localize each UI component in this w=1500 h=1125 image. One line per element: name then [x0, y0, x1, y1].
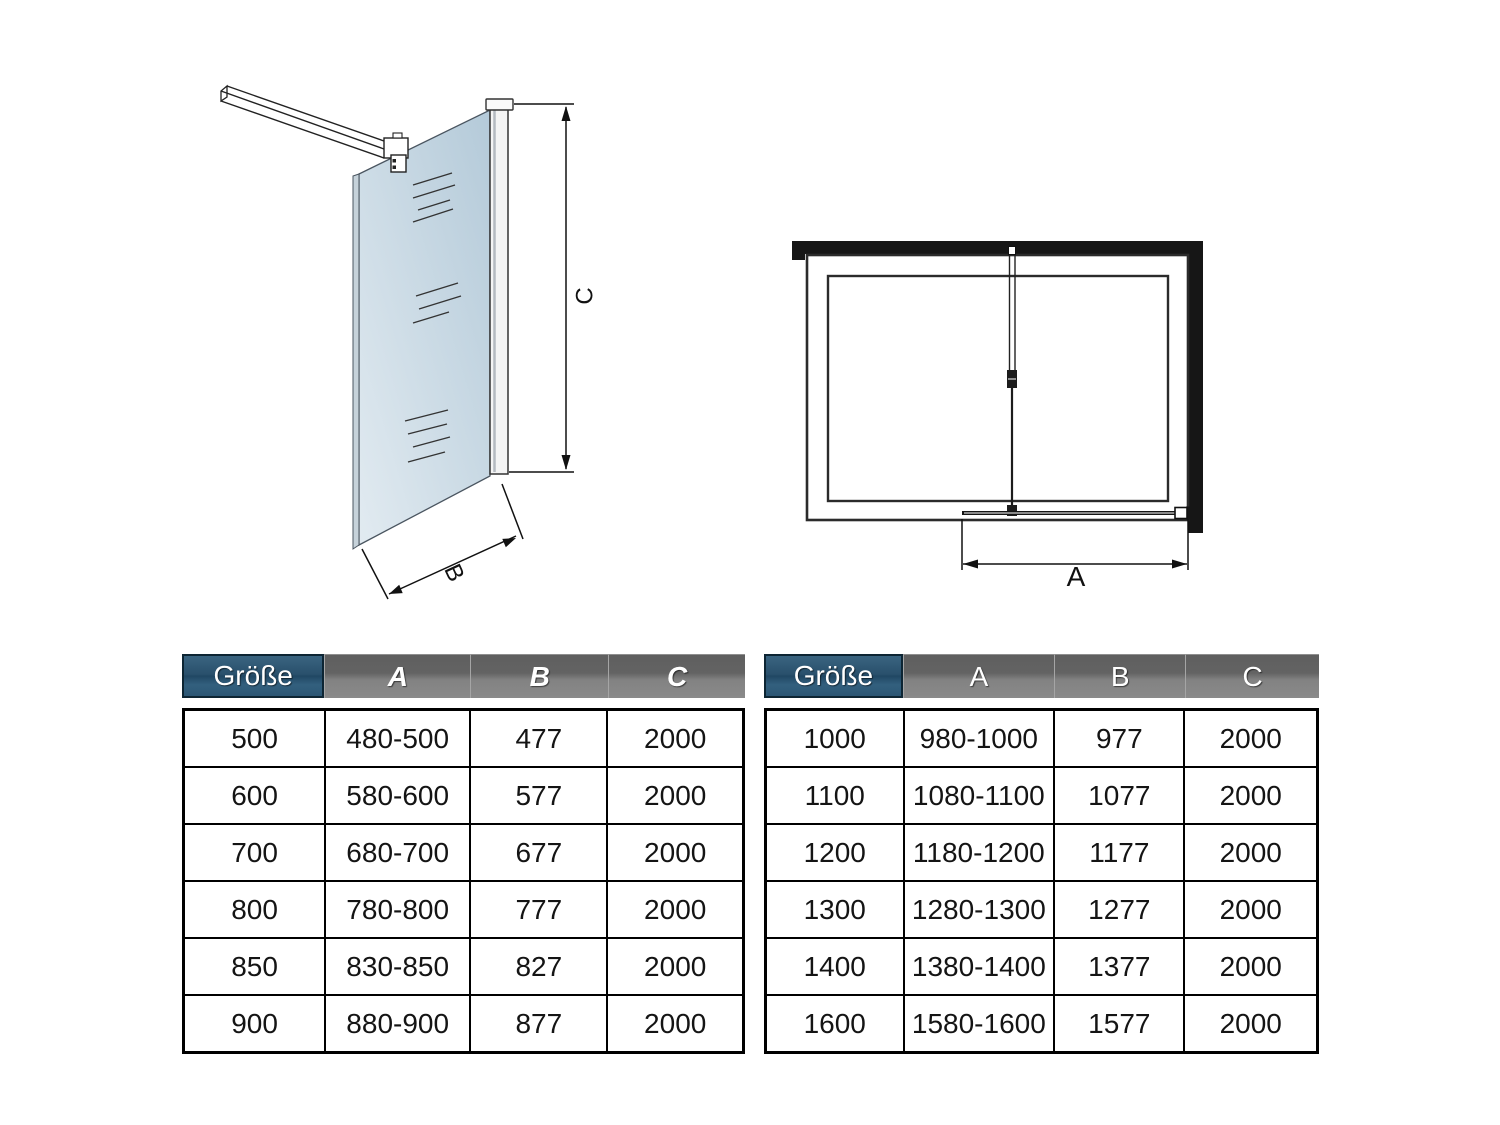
table-cell: 2000	[607, 938, 743, 995]
table-cell: 1200	[766, 824, 904, 881]
table-cell: 2000	[1184, 881, 1317, 938]
header-cell-groesse: Größe	[182, 654, 324, 698]
shower-tray-outer	[807, 255, 1188, 520]
table-cell: 1100	[766, 767, 904, 824]
clamp-screw	[393, 159, 397, 163]
table-cell: 1180-1200	[904, 824, 1055, 881]
table-cell: 2000	[1184, 938, 1317, 995]
table-right-header	[764, 654, 1319, 698]
dimension-c	[509, 104, 599, 472]
table-cell: 980-1000	[904, 710, 1055, 768]
table-cell: 1000	[766, 710, 904, 768]
table-cell: 850	[184, 938, 326, 995]
table-row	[184, 710, 744, 768]
support-bar-top-view	[1007, 247, 1017, 517]
table-row	[766, 767, 1318, 824]
table-cell: 2000	[607, 995, 743, 1053]
table-row	[184, 938, 744, 995]
table-cell: 1580-1600	[904, 995, 1055, 1053]
glass-panel-top-view	[962, 507, 1196, 520]
table-cell: 677	[470, 824, 607, 881]
table-cell: 777	[470, 881, 607, 938]
table-row	[766, 881, 1318, 938]
table-cell: 2000	[1184, 710, 1317, 768]
table-cell: 1300	[766, 881, 904, 938]
table-left-body	[182, 708, 745, 1054]
wall-side	[1188, 250, 1203, 533]
header-cell-c: C	[1185, 654, 1319, 698]
table-cell: 977	[1054, 710, 1184, 768]
wall-top-end	[792, 241, 805, 260]
table-cell: 880-900	[325, 995, 470, 1053]
wall-profile-cap	[486, 99, 513, 110]
table-cell: 2000	[607, 824, 743, 881]
table-cell: 1177	[1054, 824, 1184, 881]
header-cell-c: C	[608, 654, 745, 698]
table-cell: 1380-1400	[904, 938, 1055, 995]
table-cell: 480-500	[325, 710, 470, 768]
table-cell: 2000	[607, 767, 743, 824]
table-cell: 2000	[1184, 767, 1317, 824]
table-cell: 900	[184, 995, 326, 1053]
table-cell: 2000	[1184, 824, 1317, 881]
table-cell: 1277	[1054, 881, 1184, 938]
dimension-b-label: B	[438, 560, 470, 586]
shower-tray-inner	[828, 276, 1168, 501]
header-cell-b: B	[470, 654, 608, 698]
table-row	[184, 767, 744, 824]
table-cell: 680-700	[325, 824, 470, 881]
header-cell-b: B	[1054, 654, 1185, 698]
table-cell: 2000	[607, 881, 743, 938]
top-view-diagram	[792, 241, 1203, 592]
dimension-a	[962, 519, 1188, 592]
glass-panel	[353, 110, 490, 549]
header-cell-groesse: Größe	[764, 654, 903, 698]
header-cell-a: A	[903, 654, 1055, 698]
table-cell: 477	[470, 710, 607, 768]
table-cell: 1077	[1054, 767, 1184, 824]
size-table-right	[764, 654, 1319, 1054]
table-cell: 877	[470, 995, 607, 1053]
table-cell: 577	[470, 767, 607, 824]
table-cell: 1080-1100	[904, 767, 1055, 824]
support-bar	[221, 86, 384, 158]
table-cell: 1377	[1054, 938, 1184, 995]
table-row	[184, 824, 744, 881]
table-cell: 1400	[766, 938, 904, 995]
table-cell: 827	[470, 938, 607, 995]
table-cell: 1280-1300	[904, 881, 1055, 938]
table-row	[184, 881, 744, 938]
glass-left-edge	[353, 174, 359, 549]
size-table-left	[182, 654, 745, 1054]
dimension-a-label: A	[1066, 561, 1086, 592]
wall-profile	[486, 99, 513, 474]
table-cell: 2000	[607, 710, 743, 768]
table-right-body	[764, 708, 1319, 1054]
table-cell: 700	[184, 824, 326, 881]
table-cell: 1577	[1054, 995, 1184, 1053]
front-view-diagram	[221, 86, 599, 599]
wall-top	[792, 241, 1203, 254]
dimension-c-label: C	[571, 287, 599, 305]
table-cell: 800	[184, 881, 326, 938]
table-left-header	[182, 654, 745, 698]
table-row	[766, 710, 1318, 768]
table-row	[766, 995, 1318, 1053]
clamp-screw	[393, 166, 397, 170]
table-cell: 2000	[1184, 995, 1317, 1053]
table-cell: 600	[184, 767, 326, 824]
table-cell: 1600	[766, 995, 904, 1053]
table-row	[766, 938, 1318, 995]
table-cell: 580-600	[325, 767, 470, 824]
table-cell: 830-850	[325, 938, 470, 995]
header-cell-a: A	[324, 654, 470, 698]
table-row	[766, 824, 1318, 881]
table-cell: 500	[184, 710, 326, 768]
table-row	[184, 995, 744, 1053]
table-cell: 780-800	[325, 881, 470, 938]
